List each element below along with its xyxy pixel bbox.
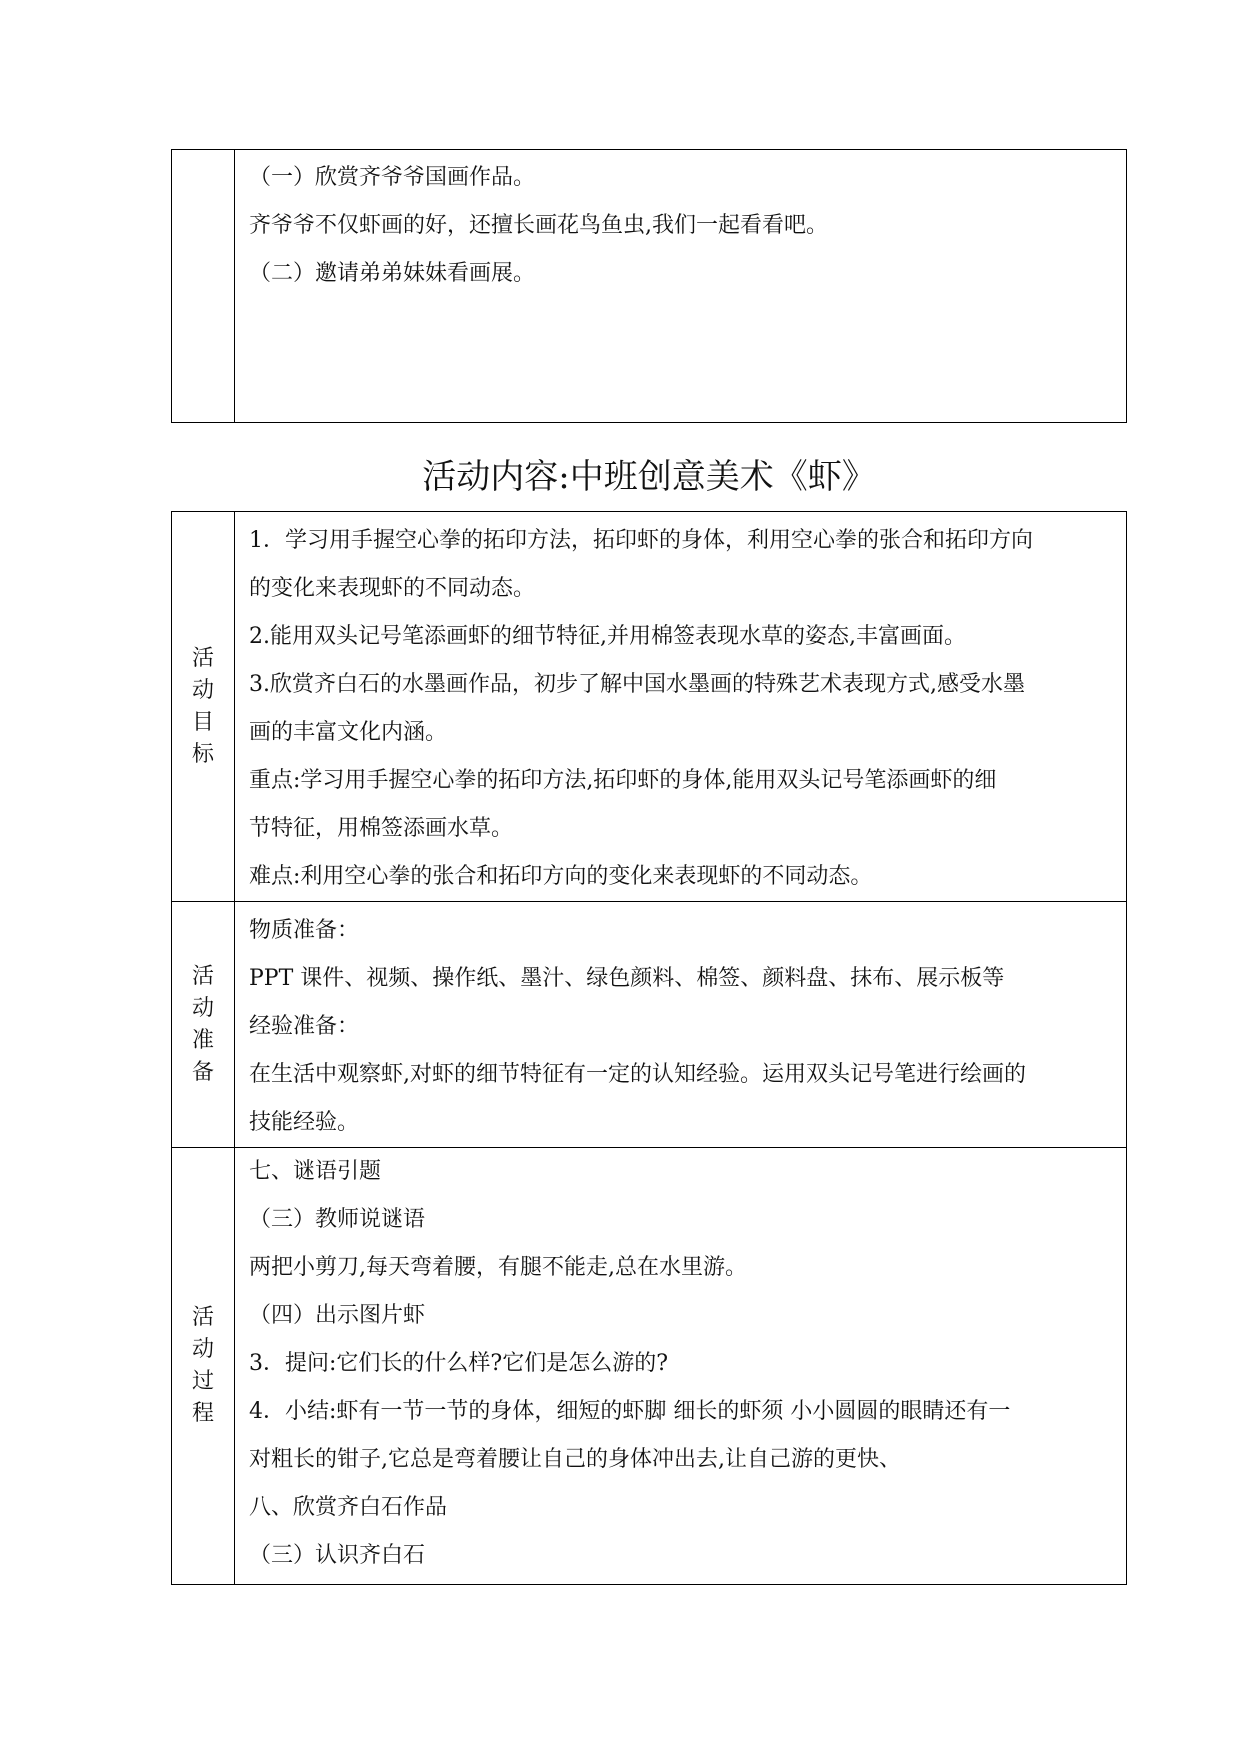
- text-line: 重点:学习用手握空心拳的拓印方法,拓印虾的身体,能用双头记号笔添画虾的细: [249, 768, 997, 793]
- text-line: 画的丰富文化内涵。: [249, 720, 448, 745]
- lesson-plan-table: [171, 511, 1127, 1585]
- text-line: 两把小剪刀,每天弯着腰，有腿不能走,总在水里游。: [249, 1255, 747, 1280]
- label-char: 活: [191, 645, 214, 671]
- text-line: 对粗长的钳子,它总是弯着腰让自己的身体冲出去,让自己游的更快、: [249, 1447, 901, 1472]
- label-char: 过: [191, 1369, 214, 1394]
- table-row-goals: [172, 512, 1127, 902]
- text-line: 在生活中观察虾,对虾的细节特征有一定的认知经验。运用双头记号笔进行绘画的: [249, 1062, 1026, 1087]
- empty-label-cell: [172, 150, 235, 423]
- text-line: 1．学习用手握空心拳的拓印方法，拓印虾的身体，利用空心拳的张合和拓印方向: [249, 528, 1033, 553]
- text-line: 难点:利用空心拳的张合和拓印方向的变化来表现虾的不同动态。: [249, 864, 873, 889]
- section-label-goals: [172, 512, 235, 902]
- label-char: 标: [191, 741, 214, 767]
- section-label-preparation: [172, 902, 235, 1148]
- text-line: 齐爷爷不仅虾画的好，还擅长画花鸟鱼虫,我们一起看看吧。: [249, 213, 828, 238]
- text-line: 2.能用双头记号笔添画虾的细节特征,并用棉签表现水草的姿态,丰富画面。: [249, 624, 966, 649]
- text-line: 3．提问:它们长的什么样?它们是怎么游的?: [249, 1351, 669, 1376]
- text-line: 七、谜语引题: [249, 1159, 382, 1184]
- text-line: 经验准备：: [249, 1014, 360, 1039]
- continuation-content: [235, 150, 1127, 423]
- table-row-process: [172, 1148, 1127, 1585]
- label-char: 备: [191, 1059, 214, 1085]
- text-line: 物质准备：: [249, 918, 360, 943]
- section-content-preparation: [235, 902, 1127, 1148]
- section-label-process: [172, 1148, 235, 1585]
- table-row-preparation: [172, 902, 1127, 1148]
- page-title: 活动内容:中班创意美术《虾》: [422, 457, 876, 497]
- text-line: （一）欣赏齐爷爷国画作品。: [249, 165, 536, 190]
- section-content-goals: [235, 512, 1127, 902]
- text-line: 3.欣赏齐白石的水墨画作品，初步了解中国水墨画的特殊艺术表现方式,感受水墨: [249, 672, 1025, 697]
- text-line: （二）邀请弟弟妹妹看画展。: [249, 261, 536, 286]
- table-row: [172, 150, 1127, 423]
- label-char: 目: [191, 709, 214, 735]
- label-char: 准: [191, 1027, 214, 1053]
- text-line: 的变化来表现虾的不同动态。: [249, 576, 536, 601]
- text-line: 八、欣赏齐白石作品: [249, 1495, 448, 1520]
- label-char: 动: [191, 677, 214, 703]
- text-line: 节特征，用棉签添画水草。: [249, 816, 514, 841]
- section-content-process: [235, 1148, 1127, 1585]
- label-char: 动: [191, 1337, 214, 1362]
- text-line: 技能经验。: [249, 1110, 360, 1135]
- label-char: 程: [191, 1401, 214, 1426]
- text-line: 4．小结:虾有一节一节的身体，细短的虾脚 细长的虾须 小小圆圆的眼睛还有一: [249, 1399, 1011, 1424]
- text-line: （三）教师说谜语: [249, 1207, 426, 1232]
- text-line: （四）出示图片虾: [249, 1303, 426, 1328]
- label-char: 活: [191, 1305, 214, 1330]
- text-line: PPT 课件、视频、操作纸、墨汁、绿色颜料、棉签、颜料盘、抹布、展示板等: [249, 966, 1005, 991]
- continuation-table: [171, 149, 1127, 423]
- text-line: （三）认识齐白石: [249, 1543, 426, 1568]
- label-char: 活: [191, 963, 214, 989]
- label-char: 动: [191, 995, 214, 1021]
